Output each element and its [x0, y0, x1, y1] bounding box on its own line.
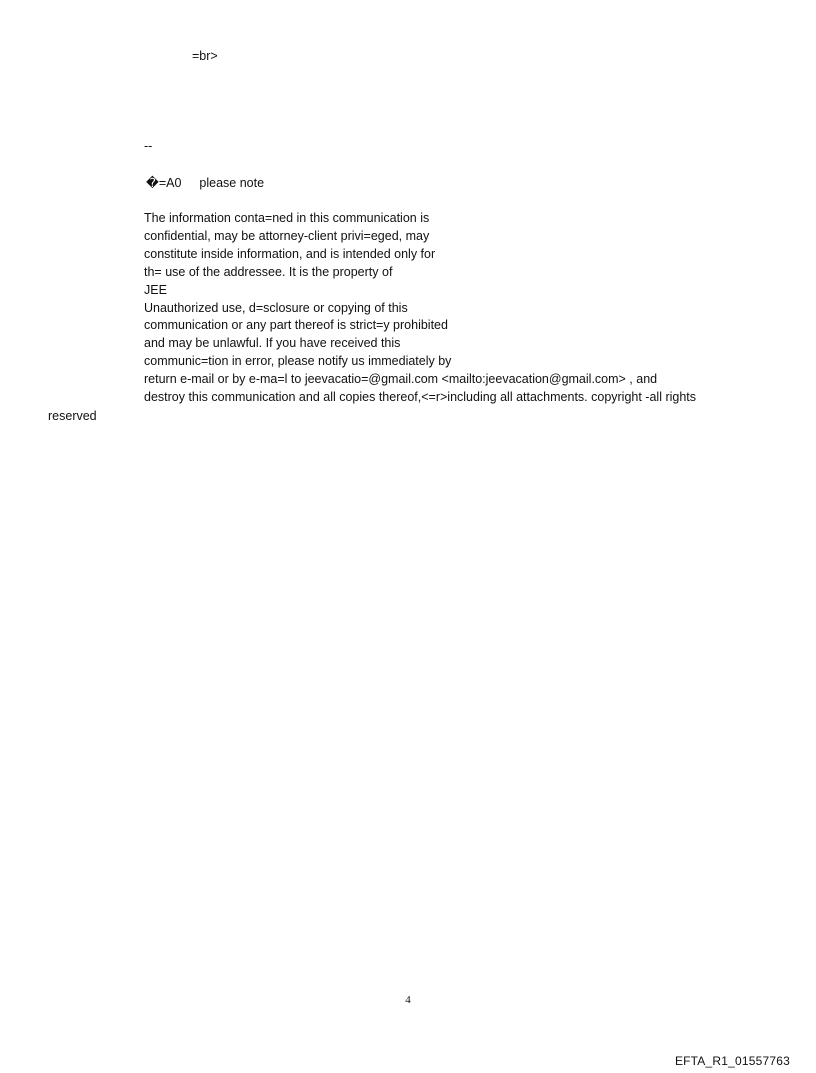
note-label: please note — [199, 176, 265, 190]
disclaimer-line: and may be unlawful. If you have received this — [144, 336, 401, 351]
disclaimer-line: th= use of the addressee. It is the property of — [144, 264, 393, 279]
note-line — [146, 174, 264, 192]
note-prefix: �=A0 — [146, 176, 182, 190]
disclaimer-line: constitute inside information, and is intended only for — [144, 246, 436, 261]
disclaimer-line: The information conta=ned in this communication is — [144, 211, 430, 225]
disclaimer-line: communication or any part thereof is strict=y prohibited — [144, 318, 448, 333]
disclaimer-paragraph — [144, 210, 764, 407]
br-artifact: =br> — [192, 49, 218, 63]
disclaimer-line: confidential, may be attorney-client privi=eged, may — [144, 228, 430, 243]
bates-number: EFTA_R1_01557763 — [674, 1054, 790, 1068]
disclaimer-line: communic=tion in error, please notify us immediately by — [144, 354, 452, 369]
disclaimer-line: destroy this communication and all copies thereof,<=r>including all attachments. copyright -all rights — [144, 390, 697, 405]
disclaimer-line: return e-mail or by e-ma=l to jeevacatio=@gmail.com <mailto:jeevacation@gmail.com> , and — [144, 372, 658, 387]
signature-separator: -- — [144, 139, 153, 153]
disclaimer-line: JEE — [144, 282, 167, 297]
disclaimer-line: Unauthorized use, d=sclosure or copying of this — [144, 300, 408, 315]
disclaimer-wrapped-word: reserved — [48, 409, 97, 423]
page-number: 4 — [405, 994, 411, 1006]
